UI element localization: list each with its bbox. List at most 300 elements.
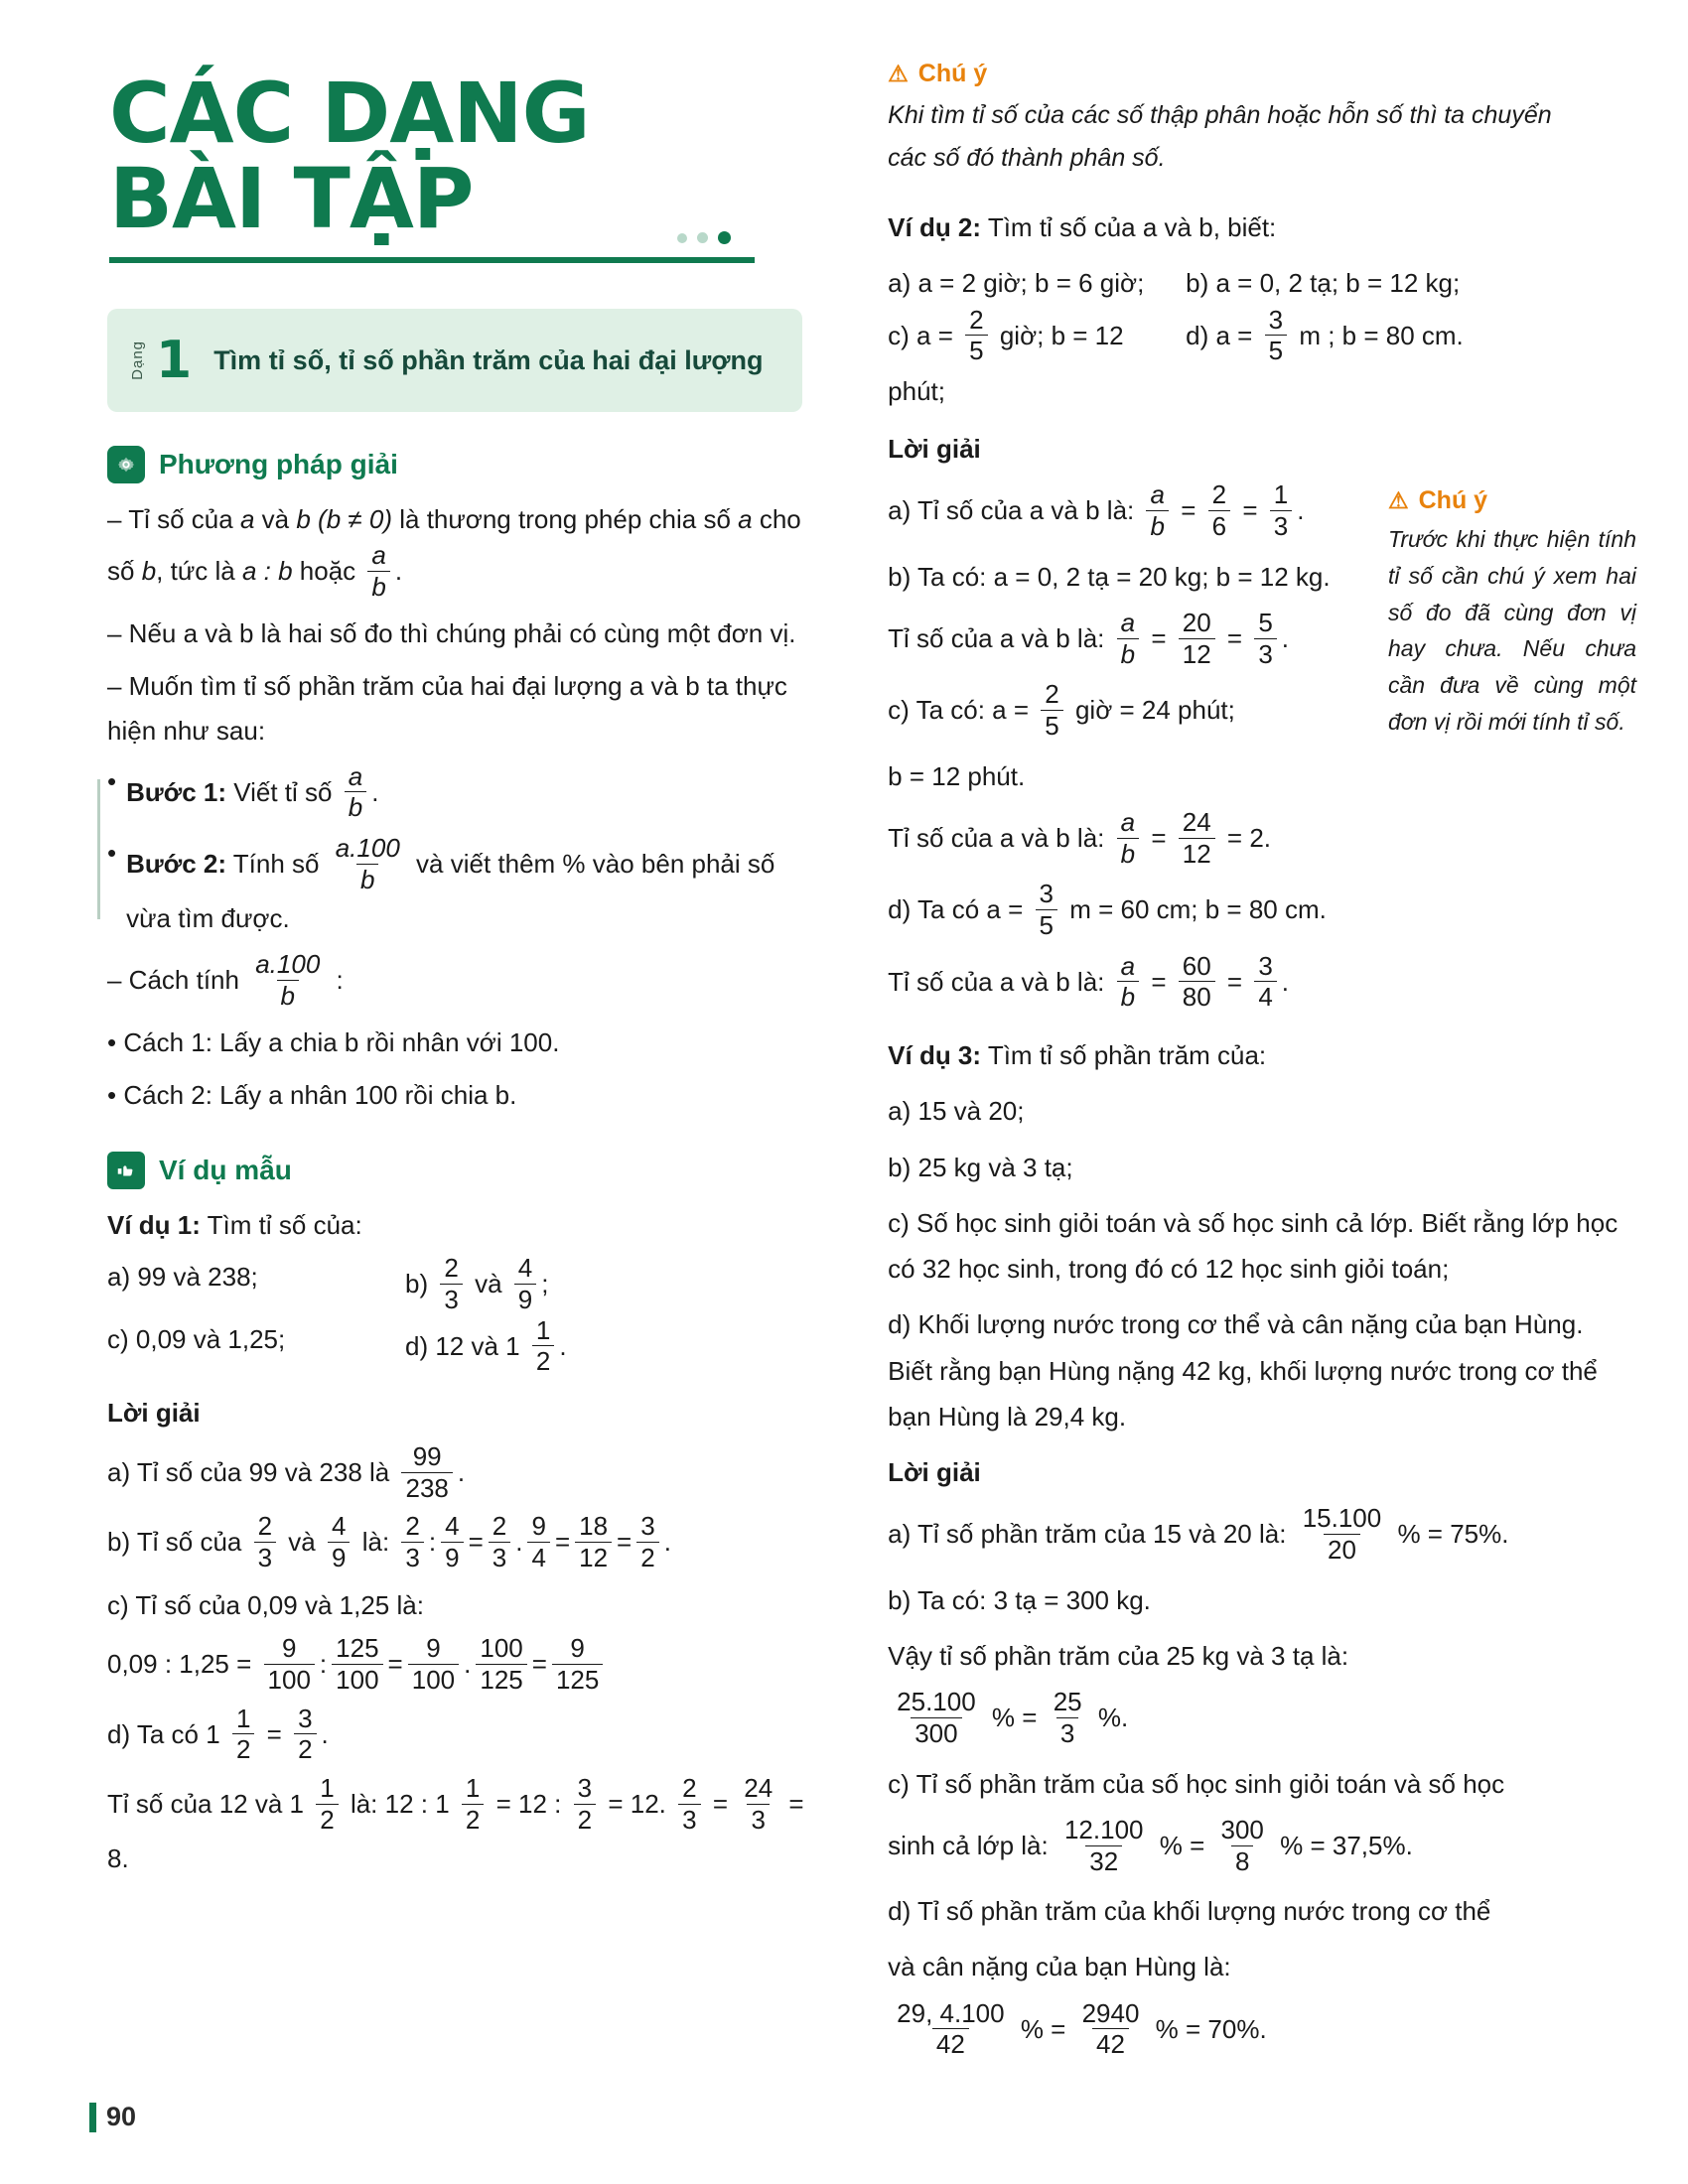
denominator: 4 [1254,981,1276,1013]
example3-solution-b1: b) Ta có: 3 tạ = 300 kg. [888,1584,1151,1615]
t: d) a = [1186,320,1253,350]
t: ; [541,1269,549,1299]
t: = 12. [608,1789,666,1820]
numerator: 2 [444,1253,459,1284]
denominator: 100 [264,1664,315,1696]
numerator: 4 [517,1253,533,1284]
fraction-4-9 [441,1511,463,1572]
section-header-method [107,446,810,483]
example1-item-a: a) 99 và 238; [107,1262,258,1293]
solution-label: Lời giải [888,434,981,465]
example2-solution-d1 [888,881,1583,942]
page-title [109,65,810,247]
numerator: a.100 [335,832,400,863]
denominator: 3 [1254,638,1276,670]
t: = [617,1527,633,1558]
t: cho số [107,504,801,587]
denominator: 3 [489,1542,510,1573]
denominator: 9 [328,1542,350,1573]
fraction-1-2 [532,1315,554,1377]
fraction-9-125 [552,1633,603,1695]
denominator: 100 [408,1664,459,1696]
note-side [1388,486,1636,741]
hand-point-icon [107,1152,145,1189]
denominator: 3 [1056,1717,1078,1749]
t: = [554,1527,571,1558]
denominator: b [356,864,378,895]
numerator: 2 [257,1511,273,1542]
numerator: 5 [1258,608,1273,638]
right-column [878,60,1636,2144]
example2-item-d [1186,304,1464,415]
numerator: a [371,540,386,571]
dot-icon-1 [718,231,731,244]
example1-solution-c-text: c) Tỉ số của 0,09 và 1,25 là: [107,1589,424,1620]
fraction-a-b [1117,608,1139,669]
example1-row-ab [107,1255,810,1316]
example2-solution-c3 [888,806,1583,871]
numerator: 24 [1182,806,1211,837]
numerator: 1 [1273,479,1289,510]
example3-item-b: b) 25 kg và 3 tạ; [888,1152,1073,1182]
bullet-icon: • [107,837,117,868]
page-number-bar [89,2103,96,2132]
t: d) Ta có 1 [107,1718,220,1749]
fraction-100-125 [476,1633,526,1695]
example3-solution-b2: Vậy tỉ số phần trăm của 25 kg và 3 tạ là: [888,1641,1349,1671]
denominator: b [367,571,389,603]
fraction-a-over-b [345,761,366,823]
dang-title: Tìm tỉ số, tỉ số phần trăm của hai đại lượng [213,345,764,376]
t: . [464,1649,472,1680]
example3-solution-d3 [888,1997,1618,2062]
t: là thương trong phép chia số [399,504,731,535]
example2-item-c [888,304,1186,415]
fraction-a-b [1146,479,1168,541]
t: hoặc [299,556,356,587]
example3-title [888,1032,1618,1078]
expr-a-div-b: a : b [241,556,293,587]
warning-icon: ⚠ [1388,487,1409,513]
fraction-3-5 [1036,879,1057,940]
fraction-24-12 [1179,807,1215,869]
t: = [1151,823,1167,854]
fraction-20-12 [1179,608,1215,669]
t: . [1297,495,1305,526]
t: = [1226,966,1243,997]
denominator: 42 [932,2028,969,2060]
numerator: 60 [1182,950,1211,981]
example1-solution-c-eq [107,1635,810,1697]
denominator: 5 [965,335,987,366]
method-way-intro [107,948,810,1013]
t: = [712,1789,729,1820]
numerator: 2 [492,1511,507,1542]
t: giờ; b = 12 phút; [888,320,1124,406]
step-1-text: Viết tỉ số [233,776,333,807]
method-way-2: • Cách 2: Lấy a nhân 100 rồi chia b. [107,1080,517,1111]
numerator: 3 [1039,879,1054,909]
denominator: 20 [1324,1534,1360,1566]
denominator: b [1117,981,1139,1013]
note-side-label: Chú ý [1418,486,1488,514]
numerator: 24 [744,1772,774,1803]
example3-solution-d2: và cân nặng của bạn Hùng là: [888,1952,1231,1982]
step-2-tail: và viết thêm % vào bên phải số vừa tìm được. [126,848,775,934]
denominator: 125 [552,1664,603,1696]
example2-row-ab [888,260,1583,306]
example1-solution-a [107,1440,810,1505]
t: . [1281,966,1290,997]
fraction-4-9 [328,1511,350,1572]
example3-solution-c2 [888,1814,1618,1878]
denominator: 8 [1231,1845,1253,1877]
method-body [107,497,810,1117]
t: % = 70%. [1155,2013,1267,2044]
example1-prompt: Tìm tỉ số của: [207,1209,362,1240]
bullet-icon: • [107,765,117,796]
example1-label: Ví dụ 1: [107,1209,201,1240]
numerator: a [1150,479,1165,510]
denominator: b [1117,838,1139,870]
numerator: a [1120,806,1136,837]
note-top-text: Khi tìm tỉ số của các số thập phân hoặc hỗn số thì ta chuyển các số đó thành phân số. [888,101,1552,172]
denominator: 2 [636,1542,658,1573]
t: = [531,1649,547,1680]
warning-icon: ⚠ [888,61,909,86]
t: . [321,1718,329,1749]
t: . [663,1527,671,1558]
example1-solution-d-eq [107,1772,810,1881]
fraction-2-5 [1041,679,1062,741]
fraction-3-2 [636,1511,658,1572]
example2-label: Ví dụ 2: [888,212,982,242]
t: d) 12 và 1 [405,1330,520,1361]
example3-solution-b3 [888,1689,1618,1750]
t: = [387,1649,403,1680]
t: – Cách tính [107,965,239,996]
method-paragraph-1 [107,497,810,604]
numerator: 9 [531,1511,546,1542]
denominator: 3 [440,1284,462,1315]
t: . [394,556,403,587]
example1-item-c: c) 0,09 và 1,25; [107,1323,286,1354]
title-divider [109,257,755,263]
denominator: b [345,791,366,823]
t: b) Tỉ số của [107,1527,242,1558]
fraction-4-9 [514,1253,536,1314]
t: là: 12 : 1 [350,1789,450,1820]
dot-icon-2 [697,232,708,243]
numerator: 12.100 [1063,1814,1144,1844]
numerator: a [1120,608,1136,638]
example3-prompt: Tìm tỉ số phần trăm của: [987,1040,1267,1070]
denominator: 2 [574,1804,596,1836]
numerator: 25.100 [897,1687,976,1717]
equation-b [396,1511,671,1572]
denominator: 300 [911,1717,961,1749]
t: . [515,1527,523,1558]
method-way-1: • Cách 1: Lấy a chia b rồi nhân với 100. [107,1027,560,1058]
t: là: [361,1527,390,1558]
fraction-5-3 [1254,608,1276,669]
note-top [888,60,1618,179]
decorative-dots [677,231,731,244]
denominator: 9 [441,1542,463,1573]
t: và [261,504,290,535]
section-title-examples: Ví dụ mẫu [159,1154,292,1185]
method-paragraph-2: – Nếu a và b là hai số đo thì chúng phải có cùng một đơn vị. [107,618,796,649]
t: sinh cả lớp là: [888,1830,1049,1860]
fraction-2-3 [678,1773,700,1835]
t: và [475,1269,502,1299]
fraction-300-8 [1217,1815,1268,1876]
t: – Tỉ số của [107,504,233,535]
numerator: 300 [1220,1814,1264,1844]
denominator: 3 [747,1804,769,1836]
page-title-line1: CÁC DẠNG [109,65,590,162]
example2-solution-d2 [888,950,1583,1015]
numerator: 125 [336,1633,379,1664]
fraction-a-b [1117,807,1139,869]
denominator: 2 [532,1345,554,1377]
fraction-18-12 [575,1511,612,1572]
numerator: 2 [1211,479,1227,510]
fraction-a100-over-b [332,833,404,894]
fraction-2-3 [440,1253,462,1314]
example3-solution-label [888,1449,1618,1495]
t: c) Ta có: a = [888,695,1030,726]
fraction-1-2 [462,1773,484,1835]
fraction-3-2 [574,1773,596,1835]
dang-label: Dạng [129,341,146,381]
example2-solution-b1: b) Ta có: a = 0, 2 tạ = 20 kg; b = 12 kg. [888,561,1331,592]
example3-item-c: c) Số học sinh giỏi toán và số học sinh cả lớp. Biết rằng lớp học có 32 học sinh, trong đó có 12 học sinh giỏi toán; [888,1207,1618,1285]
t: a) Tỉ số của a và b là: [888,495,1135,526]
fraction-24-3 [740,1773,776,1835]
denominator: 5 [1041,710,1062,742]
t: : [336,965,344,996]
denominator: 9 [514,1284,536,1315]
example2-row-cd [888,304,1583,415]
solution-label: Lời giải [107,1398,201,1429]
numerator: 2 [682,1772,697,1803]
dang-number: 1 [156,331,193,391]
t: = 8. [107,1789,804,1874]
t: Tỉ số của a và b là: [888,623,1105,654]
denominator: 12 [1179,638,1215,670]
step-2 [107,832,810,941]
fraction-2-6 [1208,479,1230,541]
example3-solution-d1: d) Tỉ số phần trăm của khối lượng nước trong cơ thể [888,1896,1491,1927]
denominator: 5 [1265,335,1287,366]
step-vertical-line [97,779,100,919]
t: % = [1020,2013,1066,2044]
t: . [457,1456,466,1487]
step-2-content [126,832,810,941]
numerator: 3 [577,1772,593,1803]
example3-solution-c1: c) Tỉ số phần trăm của số học sinh giỏi toán và số học [888,1768,1505,1799]
numerator: a.100 [255,948,321,979]
left-column [89,60,830,2144]
step-1-content: Bước 1: Viết tỉ số $\frac{a}{b}$ . [126,760,379,823]
t: = 2. [1226,823,1271,854]
t: b) [405,1269,429,1299]
dang-banner [107,309,802,412]
note-top-header [888,60,1618,88]
fraction-3-2 [294,1704,316,1765]
fraction-9-4 [527,1511,549,1572]
t: : [319,1649,328,1680]
example2-title [888,205,1583,250]
example1-item-b [405,1255,548,1316]
fraction-12x100-32 [1060,1815,1148,1876]
example1-solution-d [107,1703,810,1767]
t: %. [1097,1703,1129,1733]
numerator: 4 [332,1511,347,1542]
denominator: 238 [401,1472,452,1504]
fraction-15x100-20 [1299,1503,1386,1565]
denominator: 2 [462,1804,484,1836]
var-a: a [738,504,753,535]
dot-icon-3 [677,233,687,243]
denominator: 32 [1085,1845,1122,1877]
fraction-3-4 [1254,951,1276,1013]
denominator: 5 [1036,909,1057,941]
example2-item-a: a) a = 2 giờ; b = 6 giờ; [888,268,1145,299]
example1-row-cd [107,1314,810,1379]
solution-label: Lời giải [888,1457,981,1488]
t: , tức là [156,556,235,587]
denominator: 6 [1208,510,1230,542]
numerator: 3 [640,1511,655,1542]
condition-b-not-zero: (b ≠ 0) [318,504,392,535]
fraction-2-3 [254,1511,276,1572]
var-a: a [239,504,255,535]
fraction-1-3 [1270,479,1292,541]
t: a) Tỉ số phần trăm của 15 và 20 là: [888,1519,1287,1550]
denominator: 100 [332,1664,382,1696]
denominator: 2 [316,1804,338,1836]
t: : [428,1527,437,1558]
t: m = 60 cm; b = 80 cm. [1069,894,1327,925]
numerator: 20 [1182,608,1211,638]
method-steps [107,760,810,941]
denominator: b [277,980,299,1012]
fraction-2-3 [489,1511,510,1572]
gear-icon [107,446,145,483]
numerator: 25 [1053,1687,1082,1717]
fraction-2-5 [965,305,987,366]
note-side-header [1388,486,1636,515]
denominator: 4 [527,1542,549,1573]
section-header-examples [107,1152,810,1189]
t: % = [991,1703,1038,1733]
numerator: 1 [235,1703,251,1733]
denominator: 42 [1092,2028,1129,2060]
page-number [89,2102,136,2132]
example1-solution-b [107,1513,810,1574]
fraction-1-2 [316,1773,338,1835]
numerator: 1 [535,1314,551,1345]
denominator: 3 [1270,510,1292,542]
numerator: a [1120,950,1136,981]
fraction-a100-over-b [251,949,324,1011]
example3-item-d: d) Khối lượng nước trong cơ thể và cân nặng của bạn Hùng. Biết rằng bạn Hùng nặng 42 kg, khối lượng nước trong cơ thể bạn Hùng là 29,4 kg. [888,1309,1598,1432]
t: % = [1159,1830,1205,1860]
var-b: b [141,556,157,587]
fraction-2940-42 [1078,1998,1144,2060]
numerator: 29, 4.100 [897,1997,1005,2028]
numerator: 9 [426,1633,441,1664]
fraction-125-100 [332,1633,382,1695]
numerator: 9 [281,1633,297,1664]
t: . [1281,623,1290,654]
t: . [559,1330,567,1361]
t: a) Tỉ số của 99 và 238 là [107,1456,390,1487]
numerator: 2 [969,304,984,335]
t: = [1226,623,1243,654]
denominator: 3 [401,1542,423,1573]
t: = [1151,623,1167,654]
example1-block [107,1203,810,1881]
denominator: 3 [678,1804,700,1836]
t: = [1151,966,1167,997]
t: Tỉ số của a và b là: [888,823,1105,854]
example1-item-d [405,1314,567,1379]
step-1-label: Bước 1: [126,776,226,807]
method-paragraph-3: – Muốn tìm tỉ số phần trăm của hai đại lượng a và b ta thực hiện như sau: [107,671,787,746]
t: Tỉ số của 12 và 1 [107,1789,304,1820]
t: = [468,1527,484,1558]
denominator: 12 [1179,838,1215,870]
t: Tỉ số của a và b là: [888,966,1105,997]
denominator: 125 [476,1664,526,1696]
t: d) Ta có a = [888,894,1024,925]
t: % = 37,5%. [1280,1830,1413,1860]
var-b: b [296,504,311,535]
fraction-60-80 [1179,951,1215,1013]
fraction-294x100-42 [893,1998,1008,2060]
numerator: 3 [1258,950,1273,981]
page-number-value: 90 [106,2102,137,2131]
example1-solution-label [107,1391,810,1435]
note-side-text: Trước khi thực hiện tính tỉ số cần chú ý xem hai số đo đã cùng đơn vị hay chưa. Nếu chưa cần đưa về cùng một đơn vị rồi mới tính tỉ số. [1388,526,1636,735]
section-title-method: Phương pháp giải [159,449,398,480]
fraction-a-b [1117,951,1139,1013]
t: % = 75%. [1397,1519,1509,1550]
numerator: 4 [445,1511,460,1542]
denominator: b [1117,638,1139,670]
title-rule-wrap [109,257,810,263]
t: = [266,1718,282,1749]
t: m ; b = 80 cm. [1299,320,1464,350]
fraction-a-over-b [367,540,389,602]
example2-solution-c2: b = 12 phút. [888,760,1026,791]
numerator: 3 [298,1703,313,1733]
fraction-99-238 [401,1441,452,1503]
example3-solution-a [888,1505,1618,1567]
example2-solution-label [888,426,1583,472]
numerator: 1 [465,1772,481,1803]
denominator: 3 [254,1542,276,1573]
denominator: 12 [575,1542,612,1573]
numerator: 100 [480,1633,523,1664]
numerator: 3 [1268,304,1284,335]
example3-label: Ví dụ 3: [888,1040,982,1070]
page-title-line2: BÀI TẬP [109,149,474,247]
example1-title [107,1203,810,1248]
